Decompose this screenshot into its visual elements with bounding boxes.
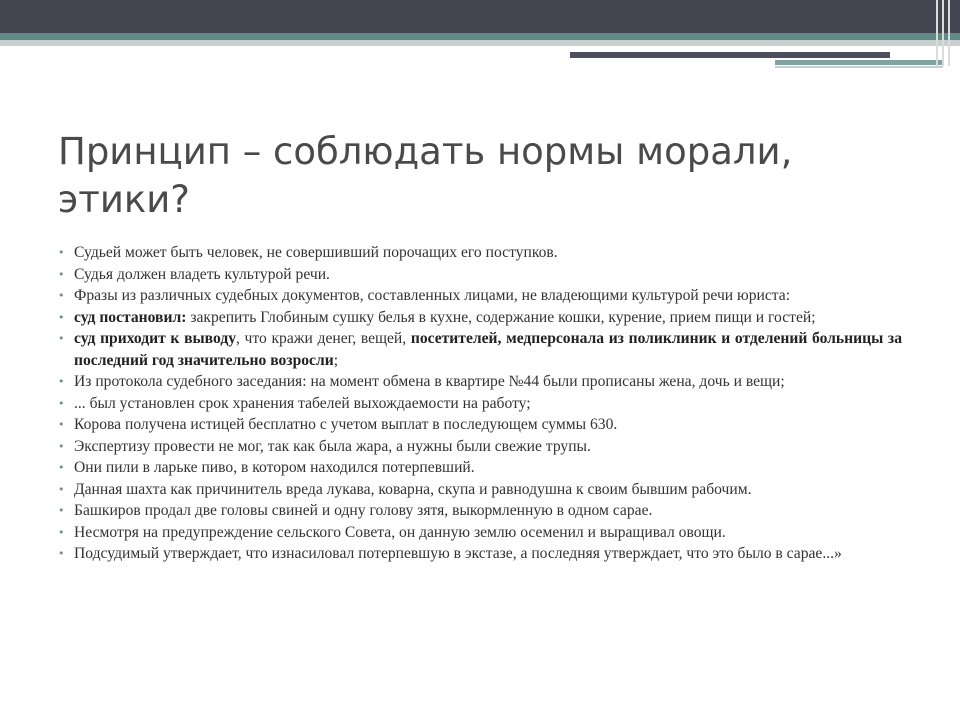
bullet-marker: • — [58, 375, 65, 388]
bullet-text: закрепить Глобиным сушку белья в кухне, содержание кошки, курение, прием пищи и гостей; — [186, 308, 816, 326]
slide-title: Принцип – соблюдать нормы морали, этики? — [58, 130, 793, 221]
bullet-item — [58, 436, 902, 458]
bullet-marker: • — [58, 332, 65, 345]
header-underline — [0, 40, 960, 46]
bullet-marker: • — [58, 396, 65, 410]
bullet-marker: • — [58, 482, 65, 496]
bullet-text: ; — [333, 351, 339, 369]
bullet-text: Из протокола судебного заседания: на момент обмена в квартире №44 были прописаны жена, дочь и вещи; — [74, 373, 785, 390]
bullet-text: Судья должен владеть культурой речи. — [74, 265, 330, 283]
bullet-item — [58, 457, 902, 479]
header-accent-line — [0, 33, 960, 40]
bullet-text-bold: суд приходит к выводу — [74, 330, 237, 347]
bullet-list — [58, 242, 902, 565]
bullet-text-bold: посетителей, медперсонала из поликлиник и отделений больницы за последний год значительно возросли — [74, 330, 902, 369]
bullet-text: Данная шахта как причинитель вреда лукава, коварна, скупа и равнодушна к своим бывшим рабочим. — [74, 480, 752, 498]
decorative-bar-light — [775, 66, 943, 68]
bullet-text: Корова получена истицей бесплатно с учетом выплат в последующем суммы 630. — [74, 416, 618, 433]
bullet-item — [58, 328, 902, 371]
bullet-text: Башкиров продал две головы свиней и одну голову зятя, выкормленную в одном сарае. — [74, 502, 653, 519]
bullet-marker: • — [58, 267, 65, 281]
bullet-marker: • — [58, 504, 65, 517]
bullet-item — [58, 479, 902, 501]
decorative-bar-dark — [570, 52, 890, 58]
corner-decoration — [934, 0, 956, 66]
bullet-marker: • — [58, 289, 65, 302]
bullet-marker: • — [58, 246, 65, 259]
bullet-text-bold: суд постановил: — [74, 308, 187, 326]
bullet-marker: • — [58, 547, 65, 560]
bullet-text: Они пили в ларьке пиво, в котором находился потерпевший. — [74, 459, 475, 476]
bullet-marker: • — [58, 525, 65, 539]
bullet-text: ... был установлен срок хранения табелей выхождаемости на работу; — [74, 394, 531, 412]
bullet-item — [58, 543, 902, 565]
bullet-item — [58, 500, 902, 522]
bullet-item — [58, 285, 902, 307]
bullet-item — [58, 307, 902, 329]
bullet-text: , что кражи денег, вещей, — [236, 330, 411, 347]
bullet-text: Подсудимый утверждает, что изнасиловал потерпевшую в экстазе, а последняя утверждает, что это было в сарае...» — [74, 545, 842, 562]
bullet-marker: • — [58, 310, 65, 324]
bullet-text: Экспертизу провести не мог, так как была жара, а нужны были свежие трупы. — [74, 437, 591, 455]
bullet-marker: • — [58, 439, 65, 453]
bullet-marker: • — [58, 418, 65, 431]
bullet-text: Фразы из различных судебных документов, составленных лицами, не владеющими культурой речи юриста: — [74, 287, 791, 304]
bullet-item — [58, 242, 902, 264]
bullet-item — [58, 371, 902, 393]
bullet-text: Несмотря на предупреждение сельского Совета, он данную землю осеменил и выращивал овощи. — [74, 523, 726, 541]
bullet-item — [58, 264, 902, 286]
bullet-marker: • — [58, 461, 65, 474]
header-band — [0, 0, 960, 33]
bullet-item — [58, 393, 902, 415]
decorative-bar-teal — [775, 60, 943, 65]
bullet-item — [58, 414, 902, 436]
bullet-item — [58, 522, 902, 544]
bullet-text: Судьей может быть человек, не совершивший порочащих его поступков. — [74, 244, 558, 261]
